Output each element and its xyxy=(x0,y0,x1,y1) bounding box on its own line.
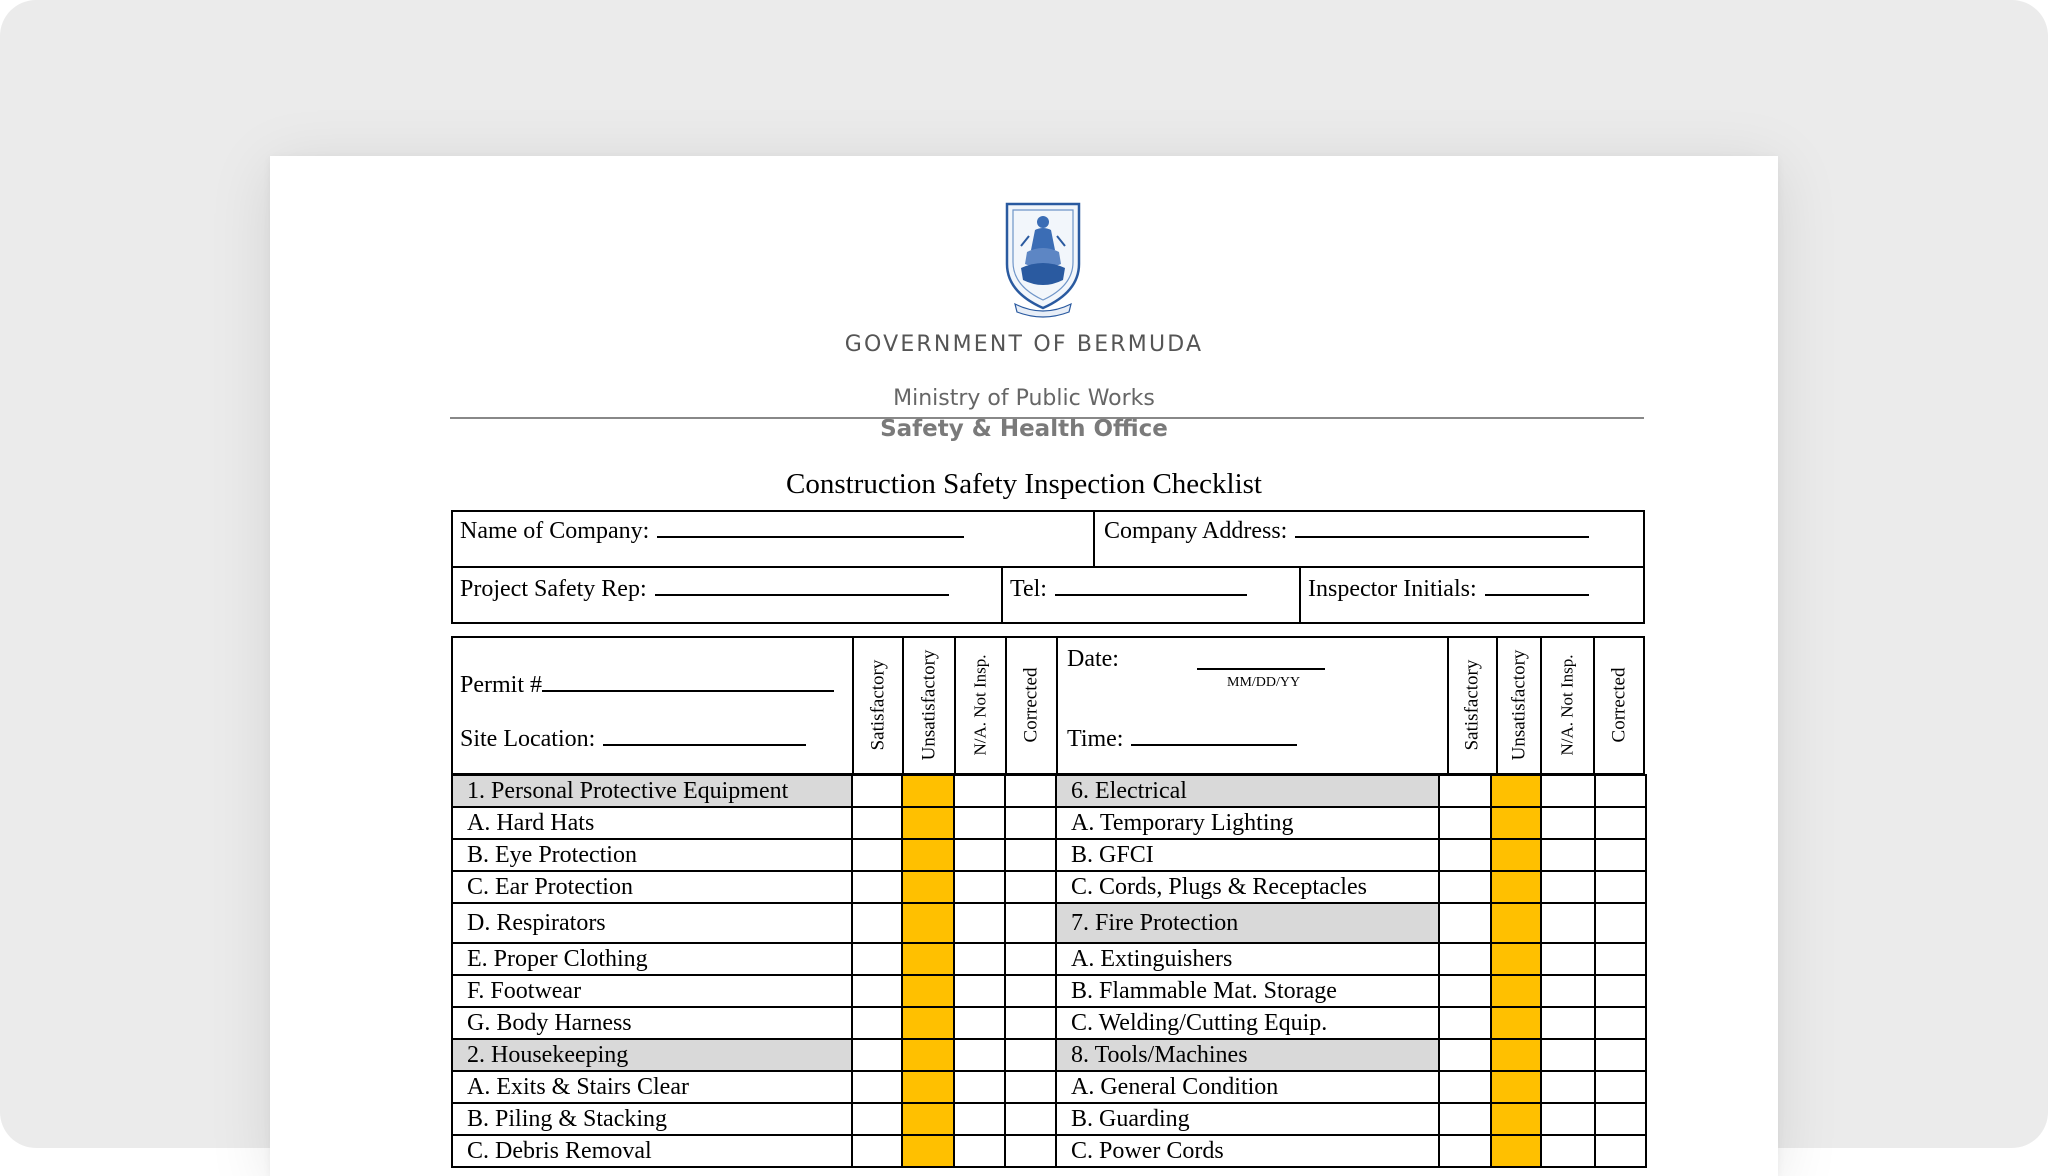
satisfactory-checkbox[interactable] xyxy=(852,1007,902,1039)
time-label: Time: xyxy=(1067,726,1124,752)
na-not-insp-checkbox[interactable] xyxy=(1541,839,1595,871)
unsatisfactory-checkbox[interactable] xyxy=(1491,943,1541,975)
na-not-insp-checkbox[interactable] xyxy=(1541,1039,1595,1071)
checklist-item: C. Cords, Plugs & Receptacles xyxy=(1056,871,1439,903)
satisfactory-checkbox[interactable] xyxy=(852,1039,902,1071)
table-row xyxy=(452,1103,1646,1135)
page-title: Construction Safety Inspection Checklist xyxy=(785,468,1262,500)
satisfactory-checkbox[interactable] xyxy=(1439,1135,1491,1167)
na-not-insp-checkbox[interactable] xyxy=(1541,775,1595,807)
tel-label: Tel: xyxy=(1010,576,1047,602)
site-location-input-line[interactable] xyxy=(603,726,806,746)
na-not-insp-checkbox[interactable] xyxy=(954,975,1005,1007)
company-address-label: Company Address: xyxy=(1104,518,1288,544)
divider xyxy=(1093,512,1095,566)
unsatisfactory-checkbox[interactable] xyxy=(1491,807,1541,839)
corrected-checkbox[interactable] xyxy=(1595,1039,1646,1071)
section-heading: 1. Personal Protective Equipment xyxy=(452,775,852,807)
corrected-checkbox[interactable] xyxy=(1005,775,1056,807)
site-location-label: Site Location: xyxy=(460,726,596,752)
inspector-initials-label: Inspector Initials: xyxy=(1308,576,1477,602)
unsatisfactory-checkbox[interactable] xyxy=(902,903,954,943)
corrected-checkbox[interactable] xyxy=(1005,1103,1056,1135)
inspector-initials-field[interactable] xyxy=(1308,576,1589,603)
section-heading: 6. Electrical xyxy=(1056,775,1439,807)
column-header-unsatisfactory xyxy=(1498,638,1540,772)
checklist-item: A. Exits & Stairs Clear xyxy=(452,1071,852,1103)
unsatisfactory-checkbox[interactable] xyxy=(902,807,954,839)
unsatisfactory-checkbox[interactable] xyxy=(1491,903,1541,943)
contact-info-row xyxy=(451,566,1645,624)
unsatisfactory-checkbox[interactable] xyxy=(1491,775,1541,807)
company-name-input-line[interactable] xyxy=(657,518,964,538)
table-row xyxy=(452,903,1646,943)
na-not-insp-checkbox[interactable] xyxy=(954,871,1005,903)
checklist-item: A. General Condition xyxy=(1056,1071,1439,1103)
column-header-satisfactory xyxy=(1449,638,1496,772)
checklist-item: F. Footwear xyxy=(452,975,852,1007)
na-not-insp-checkbox[interactable] xyxy=(1541,1103,1595,1135)
satisfactory-checkbox[interactable] xyxy=(852,839,902,871)
table-row xyxy=(452,871,1646,903)
table-row xyxy=(452,775,1646,807)
satisfactory-checkbox[interactable] xyxy=(852,1135,902,1167)
safety-rep-field[interactable] xyxy=(460,576,949,603)
checklist-item: C. Welding/Cutting Equip. xyxy=(1056,1007,1439,1039)
column-label: Unsatisfactory xyxy=(1508,649,1529,761)
permit-label: Permit # xyxy=(460,672,542,698)
satisfactory-checkbox[interactable] xyxy=(852,943,902,975)
na-not-insp-checkbox[interactable] xyxy=(954,1103,1005,1135)
checklist-item: C. Debris Removal xyxy=(452,1135,852,1167)
na-not-insp-checkbox[interactable] xyxy=(954,1071,1005,1103)
company-name-field[interactable] xyxy=(460,518,964,545)
company-address-field[interactable] xyxy=(1104,518,1589,545)
column-label: N/A. Not Insp. xyxy=(970,654,990,756)
satisfactory-checkbox[interactable] xyxy=(852,903,902,943)
satisfactory-checkbox[interactable] xyxy=(1439,1103,1491,1135)
unsatisfactory-checkbox[interactable] xyxy=(902,775,954,807)
checklist-item: E. Proper Clothing xyxy=(452,943,852,975)
time-field[interactable] xyxy=(1067,726,1297,753)
corrected-checkbox[interactable] xyxy=(1005,1071,1056,1103)
na-not-insp-checkbox[interactable] xyxy=(954,839,1005,871)
satisfactory-checkbox[interactable] xyxy=(1439,1039,1491,1071)
unsatisfactory-checkbox[interactable] xyxy=(1491,975,1541,1007)
checklist-item: B. Piling & Stacking xyxy=(452,1103,852,1135)
corrected-checkbox[interactable] xyxy=(1595,1007,1646,1039)
satisfactory-checkbox[interactable] xyxy=(1439,807,1491,839)
na-not-insp-checkbox[interactable] xyxy=(954,1007,1005,1039)
na-not-insp-checkbox[interactable] xyxy=(1541,1135,1595,1167)
satisfactory-checkbox[interactable] xyxy=(1439,871,1491,903)
corrected-checkbox[interactable] xyxy=(1005,975,1056,1007)
na-not-insp-checkbox[interactable] xyxy=(1541,903,1595,943)
ministry-name: Ministry of Public Works xyxy=(893,386,1155,411)
date-label: Date: xyxy=(1067,646,1119,672)
table-row xyxy=(452,839,1646,871)
corrected-checkbox[interactable] xyxy=(1595,1103,1646,1135)
document-page xyxy=(270,156,1778,1176)
corrected-checkbox[interactable] xyxy=(1595,975,1646,1007)
unsatisfactory-checkbox[interactable] xyxy=(902,1071,954,1103)
checklist-item: B. Flammable Mat. Storage xyxy=(1056,975,1439,1007)
corrected-checkbox[interactable] xyxy=(1595,903,1646,943)
company-address-input-line[interactable] xyxy=(1295,518,1589,538)
table-row xyxy=(452,1135,1646,1167)
section-heading: 8. Tools/Machines xyxy=(1056,1039,1439,1071)
tel-input-line[interactable] xyxy=(1055,576,1247,596)
date-field[interactable] xyxy=(1067,646,1119,673)
section-heading: 7. Fire Protection xyxy=(1056,903,1439,943)
table-row xyxy=(452,975,1646,1007)
checklist-item: G. Body Harness xyxy=(452,1007,852,1039)
column-header-na-not-insp xyxy=(1542,638,1593,772)
bermuda-coat-of-arms-icon xyxy=(1003,200,1083,318)
satisfactory-checkbox[interactable] xyxy=(1439,1071,1491,1103)
na-not-insp-checkbox[interactable] xyxy=(954,943,1005,975)
checklist-item: B. Eye Protection xyxy=(452,839,852,871)
unsatisfactory-checkbox[interactable] xyxy=(902,1135,954,1167)
table-row xyxy=(452,1039,1646,1071)
safety-rep-input-line[interactable] xyxy=(655,576,949,596)
corrected-checkbox[interactable] xyxy=(1005,871,1056,903)
satisfactory-checkbox[interactable] xyxy=(1439,775,1491,807)
column-label: Unsatisfactory xyxy=(918,649,939,761)
column-label: Corrected xyxy=(1608,667,1629,743)
corrected-checkbox[interactable] xyxy=(1595,943,1646,975)
na-not-insp-checkbox[interactable] xyxy=(1541,1007,1595,1039)
satisfactory-checkbox[interactable] xyxy=(1439,839,1491,871)
corrected-checkbox[interactable] xyxy=(1595,807,1646,839)
na-not-insp-checkbox[interactable] xyxy=(1541,807,1595,839)
column-header-na-not-insp xyxy=(956,638,1005,772)
permit-field[interactable] xyxy=(460,672,834,699)
table-row xyxy=(452,1071,1646,1103)
checklist-header xyxy=(451,636,1645,775)
divider xyxy=(1299,568,1301,622)
na-not-insp-checkbox[interactable] xyxy=(1541,943,1595,975)
satisfactory-checkbox[interactable] xyxy=(852,975,902,1007)
column-label: N/A. Not Insp. xyxy=(1557,654,1577,756)
unsatisfactory-checkbox[interactable] xyxy=(902,1103,954,1135)
unsatisfactory-checkbox[interactable] xyxy=(902,839,954,871)
safety-rep-label: Project Safety Rep: xyxy=(460,576,647,602)
corrected-checkbox[interactable] xyxy=(1595,775,1646,807)
corrected-checkbox[interactable] xyxy=(1005,943,1056,975)
column-header-corrected xyxy=(1595,638,1643,772)
satisfactory-checkbox[interactable] xyxy=(852,1103,902,1135)
corrected-checkbox[interactable] xyxy=(1005,839,1056,871)
column-header-corrected xyxy=(1007,638,1056,772)
checklist-item: C. Ear Protection xyxy=(452,871,852,903)
satisfactory-checkbox[interactable] xyxy=(852,871,902,903)
inspector-initials-input-line[interactable] xyxy=(1485,576,1589,596)
na-not-insp-checkbox[interactable] xyxy=(1541,975,1595,1007)
satisfactory-checkbox[interactable] xyxy=(852,775,902,807)
site-location-field[interactable] xyxy=(460,726,806,753)
corrected-checkbox[interactable] xyxy=(1595,1071,1646,1103)
date-input-line[interactable] xyxy=(1197,668,1325,670)
satisfactory-checkbox[interactable] xyxy=(852,1071,902,1103)
time-input-line[interactable] xyxy=(1131,726,1297,746)
table-row xyxy=(452,1007,1646,1039)
checklist-item: D. Respirators xyxy=(452,903,852,943)
satisfactory-checkbox[interactable] xyxy=(1439,903,1491,943)
company-name-label: Name of Company: xyxy=(460,518,650,544)
checklist-item: A. Temporary Lighting xyxy=(1056,807,1439,839)
na-not-insp-checkbox[interactable] xyxy=(954,775,1005,807)
satisfactory-checkbox[interactable] xyxy=(852,807,902,839)
unsatisfactory-checkbox[interactable] xyxy=(1491,1135,1541,1167)
column-header-satisfactory xyxy=(854,638,902,772)
unsatisfactory-checkbox[interactable] xyxy=(902,975,954,1007)
corrected-checkbox[interactable] xyxy=(1005,1039,1056,1071)
government-name: GOVERNMENT OF BERMUDA xyxy=(844,332,1204,357)
checklist-item: B. GFCI xyxy=(1056,839,1439,871)
corrected-checkbox[interactable] xyxy=(1005,807,1056,839)
divider xyxy=(1056,638,1058,773)
satisfactory-checkbox[interactable] xyxy=(1439,1007,1491,1039)
unsatisfactory-checkbox[interactable] xyxy=(902,1007,954,1039)
na-not-insp-checkbox[interactable] xyxy=(954,807,1005,839)
unsatisfactory-checkbox[interactable] xyxy=(1491,1071,1541,1103)
na-not-insp-checkbox[interactable] xyxy=(1541,871,1595,903)
satisfactory-checkbox[interactable] xyxy=(1439,975,1491,1007)
corrected-checkbox[interactable] xyxy=(1005,1007,1056,1039)
column-header-unsatisfactory xyxy=(904,638,954,772)
column-label: Satisfactory xyxy=(867,659,889,751)
corrected-checkbox[interactable] xyxy=(1595,1135,1646,1167)
unsatisfactory-checkbox[interactable] xyxy=(902,943,954,975)
company-info-row xyxy=(451,510,1645,568)
unsatisfactory-checkbox[interactable] xyxy=(1491,1007,1541,1039)
na-not-insp-checkbox[interactable] xyxy=(954,1039,1005,1071)
unsatisfactory-checkbox[interactable] xyxy=(1491,871,1541,903)
unsatisfactory-checkbox[interactable] xyxy=(902,1039,954,1071)
table-row xyxy=(452,943,1646,975)
na-not-insp-checkbox[interactable] xyxy=(954,1135,1005,1167)
unsatisfactory-checkbox[interactable] xyxy=(1491,839,1541,871)
checklist-item: C. Power Cords xyxy=(1056,1135,1439,1167)
corrected-checkbox[interactable] xyxy=(1595,839,1646,871)
table-row xyxy=(452,807,1646,839)
unsatisfactory-checkbox[interactable] xyxy=(1491,1103,1541,1135)
permit-input-line[interactable] xyxy=(542,672,834,692)
na-not-insp-checkbox[interactable] xyxy=(954,903,1005,943)
tel-field[interactable] xyxy=(1010,576,1247,603)
corrected-checkbox[interactable] xyxy=(1005,903,1056,943)
corrected-checkbox[interactable] xyxy=(1595,871,1646,903)
checklist-table xyxy=(451,774,1647,1168)
satisfactory-checkbox[interactable] xyxy=(1439,943,1491,975)
na-not-insp-checkbox[interactable] xyxy=(1541,1071,1595,1103)
date-format-hint: MM/DD/YY xyxy=(1227,675,1301,690)
column-label: Satisfactory xyxy=(1461,659,1483,751)
checklist-item: A. Extinguishers xyxy=(1056,943,1439,975)
corrected-checkbox[interactable] xyxy=(1005,1135,1056,1167)
checklist-item: A. Hard Hats xyxy=(452,807,852,839)
checklist-item: B. Guarding xyxy=(1056,1103,1439,1135)
unsatisfactory-checkbox[interactable] xyxy=(1491,1039,1541,1071)
office-name: Safety & Health Office xyxy=(880,416,1168,442)
section-heading: 2. Housekeeping xyxy=(452,1039,852,1071)
divider xyxy=(1001,568,1003,622)
column-label: Corrected xyxy=(1020,667,1042,743)
unsatisfactory-checkbox[interactable] xyxy=(902,871,954,903)
